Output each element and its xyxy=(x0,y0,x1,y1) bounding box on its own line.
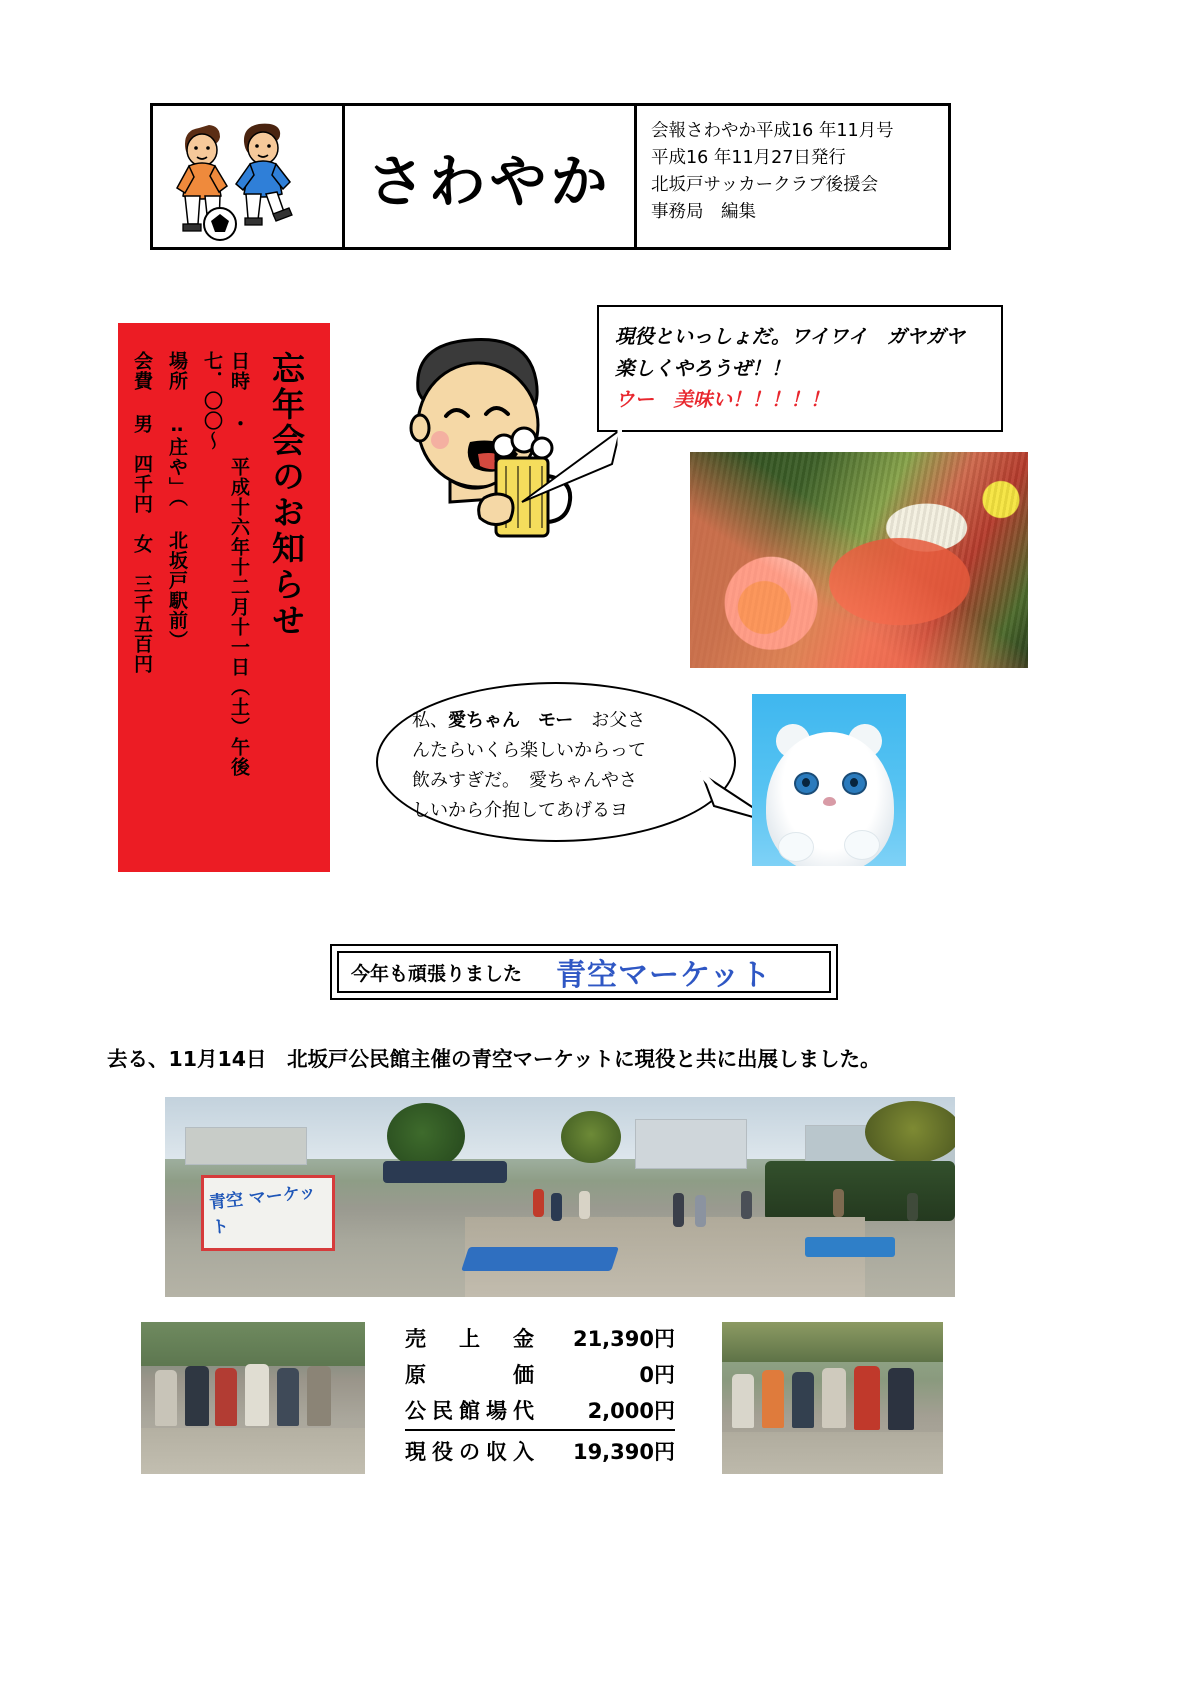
account-value-3: 19,390円 xyxy=(572,1440,675,1464)
crowd-right-person-4 xyxy=(822,1368,846,1428)
cat-bubble-line-2: んたらいくら楽しいからって xyxy=(412,739,646,761)
info-line-3: 北坂戸サッカークラブ後援会 xyxy=(651,175,879,196)
masthead-publication-info xyxy=(637,106,948,247)
info-line-2: 平成16 年11月27日発行 xyxy=(651,148,846,169)
bubble-line-1: 現役といっしょだ。ワイワイ ガヤガヤ xyxy=(615,325,965,348)
notice-fee: 会費 男 四千円 女 三千五百円 xyxy=(131,351,153,674)
crowd-left-person-3 xyxy=(215,1368,237,1426)
cat-nose xyxy=(823,797,836,806)
market-tree-3 xyxy=(865,1101,955,1163)
crowd-right-person-5 xyxy=(854,1366,880,1430)
crowd-right-person-6 xyxy=(888,1368,914,1430)
market-tarp-2 xyxy=(805,1237,895,1257)
cat-bubble-line-1a: 私、 xyxy=(412,710,448,731)
account-value-0: 21,390円 xyxy=(572,1327,675,1351)
market-person-4 xyxy=(673,1193,684,1227)
crowd-right-person-3 xyxy=(792,1372,814,1428)
crowd-left-person-4 xyxy=(245,1364,269,1426)
market-building-1 xyxy=(635,1119,747,1169)
market-banner-title: 青空マーケット xyxy=(556,958,772,993)
crowd-left-person-2 xyxy=(185,1366,209,1426)
table-row xyxy=(405,1430,675,1469)
cat-paw-left xyxy=(778,832,814,862)
masthead xyxy=(150,103,951,250)
market-crowd-left-photo xyxy=(141,1322,365,1474)
speech-bubble-boy-tail xyxy=(512,428,622,508)
crowd-right-trees xyxy=(722,1322,943,1362)
crowd-right-person-2 xyxy=(762,1370,784,1428)
cat-bubble-line-3: 飲みすぎだ。 愛ちゃんやさ xyxy=(412,769,637,791)
market-sign-text: 青空 マーケット xyxy=(208,1182,317,1239)
crowd-right-ground xyxy=(722,1432,943,1474)
market-lead-text: 去る、11月14日 北坂戸公民館主催の青空マーケットに現役と共に出展しました。 xyxy=(107,1047,881,1071)
speech-bubble-cat xyxy=(376,682,736,842)
info-line-1: 会報さわやか平成16 年11月号 xyxy=(651,121,894,141)
white-kitten-photo xyxy=(752,694,906,866)
market-building-3 xyxy=(185,1127,307,1165)
market-tree-2 xyxy=(561,1111,621,1163)
market-person-6 xyxy=(741,1191,752,1219)
account-label-2: 公民館場代 xyxy=(405,1392,555,1430)
cat-bubble-line-1b: 愛ちゃん モー xyxy=(448,710,574,731)
market-tarp-1 xyxy=(461,1247,619,1271)
account-value-2: 2,000円 xyxy=(555,1392,675,1430)
table-row xyxy=(405,1356,675,1392)
crowd-left-person-1 xyxy=(155,1370,177,1426)
market-person-2 xyxy=(551,1193,562,1221)
bubble-line-2: 楽しくやろうぜ！！ xyxy=(615,356,791,380)
cat-eye-right xyxy=(842,772,867,795)
account-value-1: 0円 xyxy=(639,1363,675,1387)
outdoor-market-photo xyxy=(165,1097,955,1297)
account-label-1: 原 価 xyxy=(405,1363,540,1387)
market-account-table xyxy=(405,1320,675,1469)
market-person-5 xyxy=(695,1195,706,1227)
table-row xyxy=(405,1320,675,1356)
newsletter-title-text: さわやか xyxy=(367,148,612,215)
account-label-3: 現役の収入 xyxy=(405,1440,540,1464)
newsletter-title xyxy=(345,106,637,247)
soccer-kids-icon xyxy=(153,106,345,247)
crowd-left-ground xyxy=(141,1428,365,1474)
cat-bubble-line-1c: お父さ xyxy=(573,710,646,731)
cat-bubble-line-4: しいから介抱してあげるヨ xyxy=(412,799,628,821)
notice-datetime: 日時 ･ 平成十六年十二月十一日（土）午後七．〇〇〜 xyxy=(201,351,250,777)
crowd-left-person-5 xyxy=(277,1368,299,1426)
market-person-8 xyxy=(907,1193,918,1221)
cat-eye-left xyxy=(794,772,819,795)
market-crowd-right-photo xyxy=(722,1322,943,1474)
info-line-4: 事務局 編集 xyxy=(651,202,756,223)
crowd-left-background xyxy=(141,1322,365,1366)
market-person-7 xyxy=(833,1189,844,1217)
year-end-party-notice xyxy=(118,323,330,872)
market-person-1 xyxy=(533,1189,544,1217)
crowd-right-person-1 xyxy=(732,1374,754,1428)
market-tree-1 xyxy=(387,1103,465,1169)
table-row xyxy=(405,1392,675,1430)
account-label-0: 売 上 金 xyxy=(405,1327,540,1351)
bubble-line-3: ウー 美味い！！！！！ xyxy=(615,388,830,412)
sashimi-platter-photo xyxy=(690,452,1028,668)
notice-place: 場所 ‥庄や」（ 北坂戸駅前） xyxy=(166,351,188,651)
market-hedge xyxy=(765,1161,955,1221)
market-tent xyxy=(383,1161,507,1183)
cat-paw-right xyxy=(844,830,880,860)
market-banner-subtitle: 今年も頑張りました xyxy=(351,962,523,985)
soccer-kids-illustration xyxy=(153,106,345,247)
notice-title: 忘年会のお知らせ xyxy=(267,351,306,639)
market-sign xyxy=(201,1175,335,1251)
crowd-left-person-6 xyxy=(307,1366,331,1426)
market-banner xyxy=(330,944,838,1000)
speech-bubble-boy xyxy=(597,305,1003,432)
market-person-3 xyxy=(579,1191,590,1219)
cat-bubble-line-1 xyxy=(412,706,708,736)
